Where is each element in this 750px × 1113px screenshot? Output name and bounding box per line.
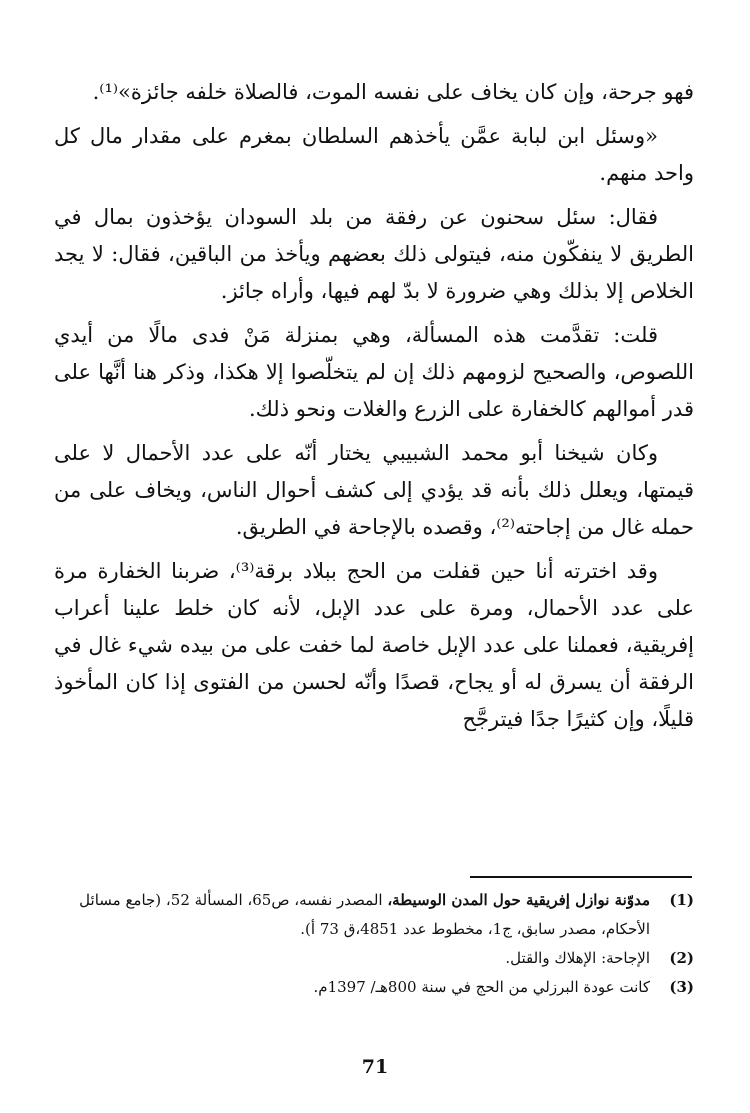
paragraph-1: فهو جرحة، وإن كان يخاف على نفسه الموت، فالصلاة خلفه جائزة»⁽¹⁾. [92, 80, 694, 104]
footnote-text: المصدر نفسه، ص65، المسألة 52، (جامع مسائل الأحكام، مصدر سابق، ج1، مخطوط عدد 4851،ق 73 أ). [79, 891, 650, 938]
paragraph-3: فقال: سئل سحنون عن رفقة من بلد السودان يؤخذون بمال في الطريق لا ينفكّون منه، فيتولى ذلك بعضهم ويأخذ من الباقين، فقال: لا يجد الخلاص إلا بذلك وهي ضرورة لا بدّ لهم فيها، وأراه جائز. [54, 205, 694, 303]
footnote-source-title: مدوّنة نوازل إفريقية حول المدن الوسيطة، [387, 891, 650, 909]
footnote-number: (2) [669, 949, 694, 967]
footnote-3 [54, 973, 694, 1002]
footnote-number: (1) [669, 891, 694, 909]
paragraph-2: «وسئل ابن لبابة عمَّن يأخذهم السلطان بمغرم على مقدار مال كل واحد منهم. [54, 124, 694, 185]
footnote-2 [54, 944, 694, 973]
footnote-text: كانت عودة البرزلي من الحج في سنة 800هـ/ 1397م. [313, 978, 650, 996]
footnote-1 [54, 886, 694, 944]
footnote-separator [470, 876, 692, 878]
footnote-number: (3) [669, 978, 694, 996]
paragraph-5: وكان شيخنا أبو محمد الشبيبي يختار أنّه على عدد الأحمال لا على قيمتها، ويعلل ذلك بأنه قد يؤدي إلى كشف أحوال الناس، ويخاف على من حمله غال من إجاحته⁽²⁾، وقصده بالإجاحة في الطريق. [54, 441, 694, 539]
main-text [54, 74, 694, 745]
paragraph-6: وقد اخترته أنا حين قفلت من الحج ببلاد برقة⁽³⁾، ضربنا الخفارة مرة على عدد الأحمال، ومرة على عدد الإبل، لأنه كان خلط علينا أعراب إفريقية، فعملنا على عدد الإبل خاصة لما خفت على من بيده شيء غال في الرفقة أن يسرق له أو يجاح، قصدًا وأنّه لحسن من الفتوى إذا كان المأخوذ قليلًا، وإن كثيرًا جدًا فيترجَّح [54, 559, 694, 731]
footnote-text: الإجاحة: الإهلاك والقتل. [505, 949, 650, 967]
paragraph-4: قلت: تقدَّمت هذه المسألة، وهي بمنزلة مَنْ فدى مالًا من أيدي اللصوص، والصحيح لزومهم ذلك إن لم يتخلّصوا إلا هكذا، وذكر هنا أنَّها على قدر أموالهم كالخفارة على الزرع والغلات ونحو ذلك. [54, 323, 694, 421]
footnote-body [54, 973, 650, 1002]
page-number: 71 [361, 1056, 389, 1078]
footnote-body [54, 944, 650, 973]
footnotes [54, 886, 694, 1002]
footnote-body [54, 886, 650, 944]
